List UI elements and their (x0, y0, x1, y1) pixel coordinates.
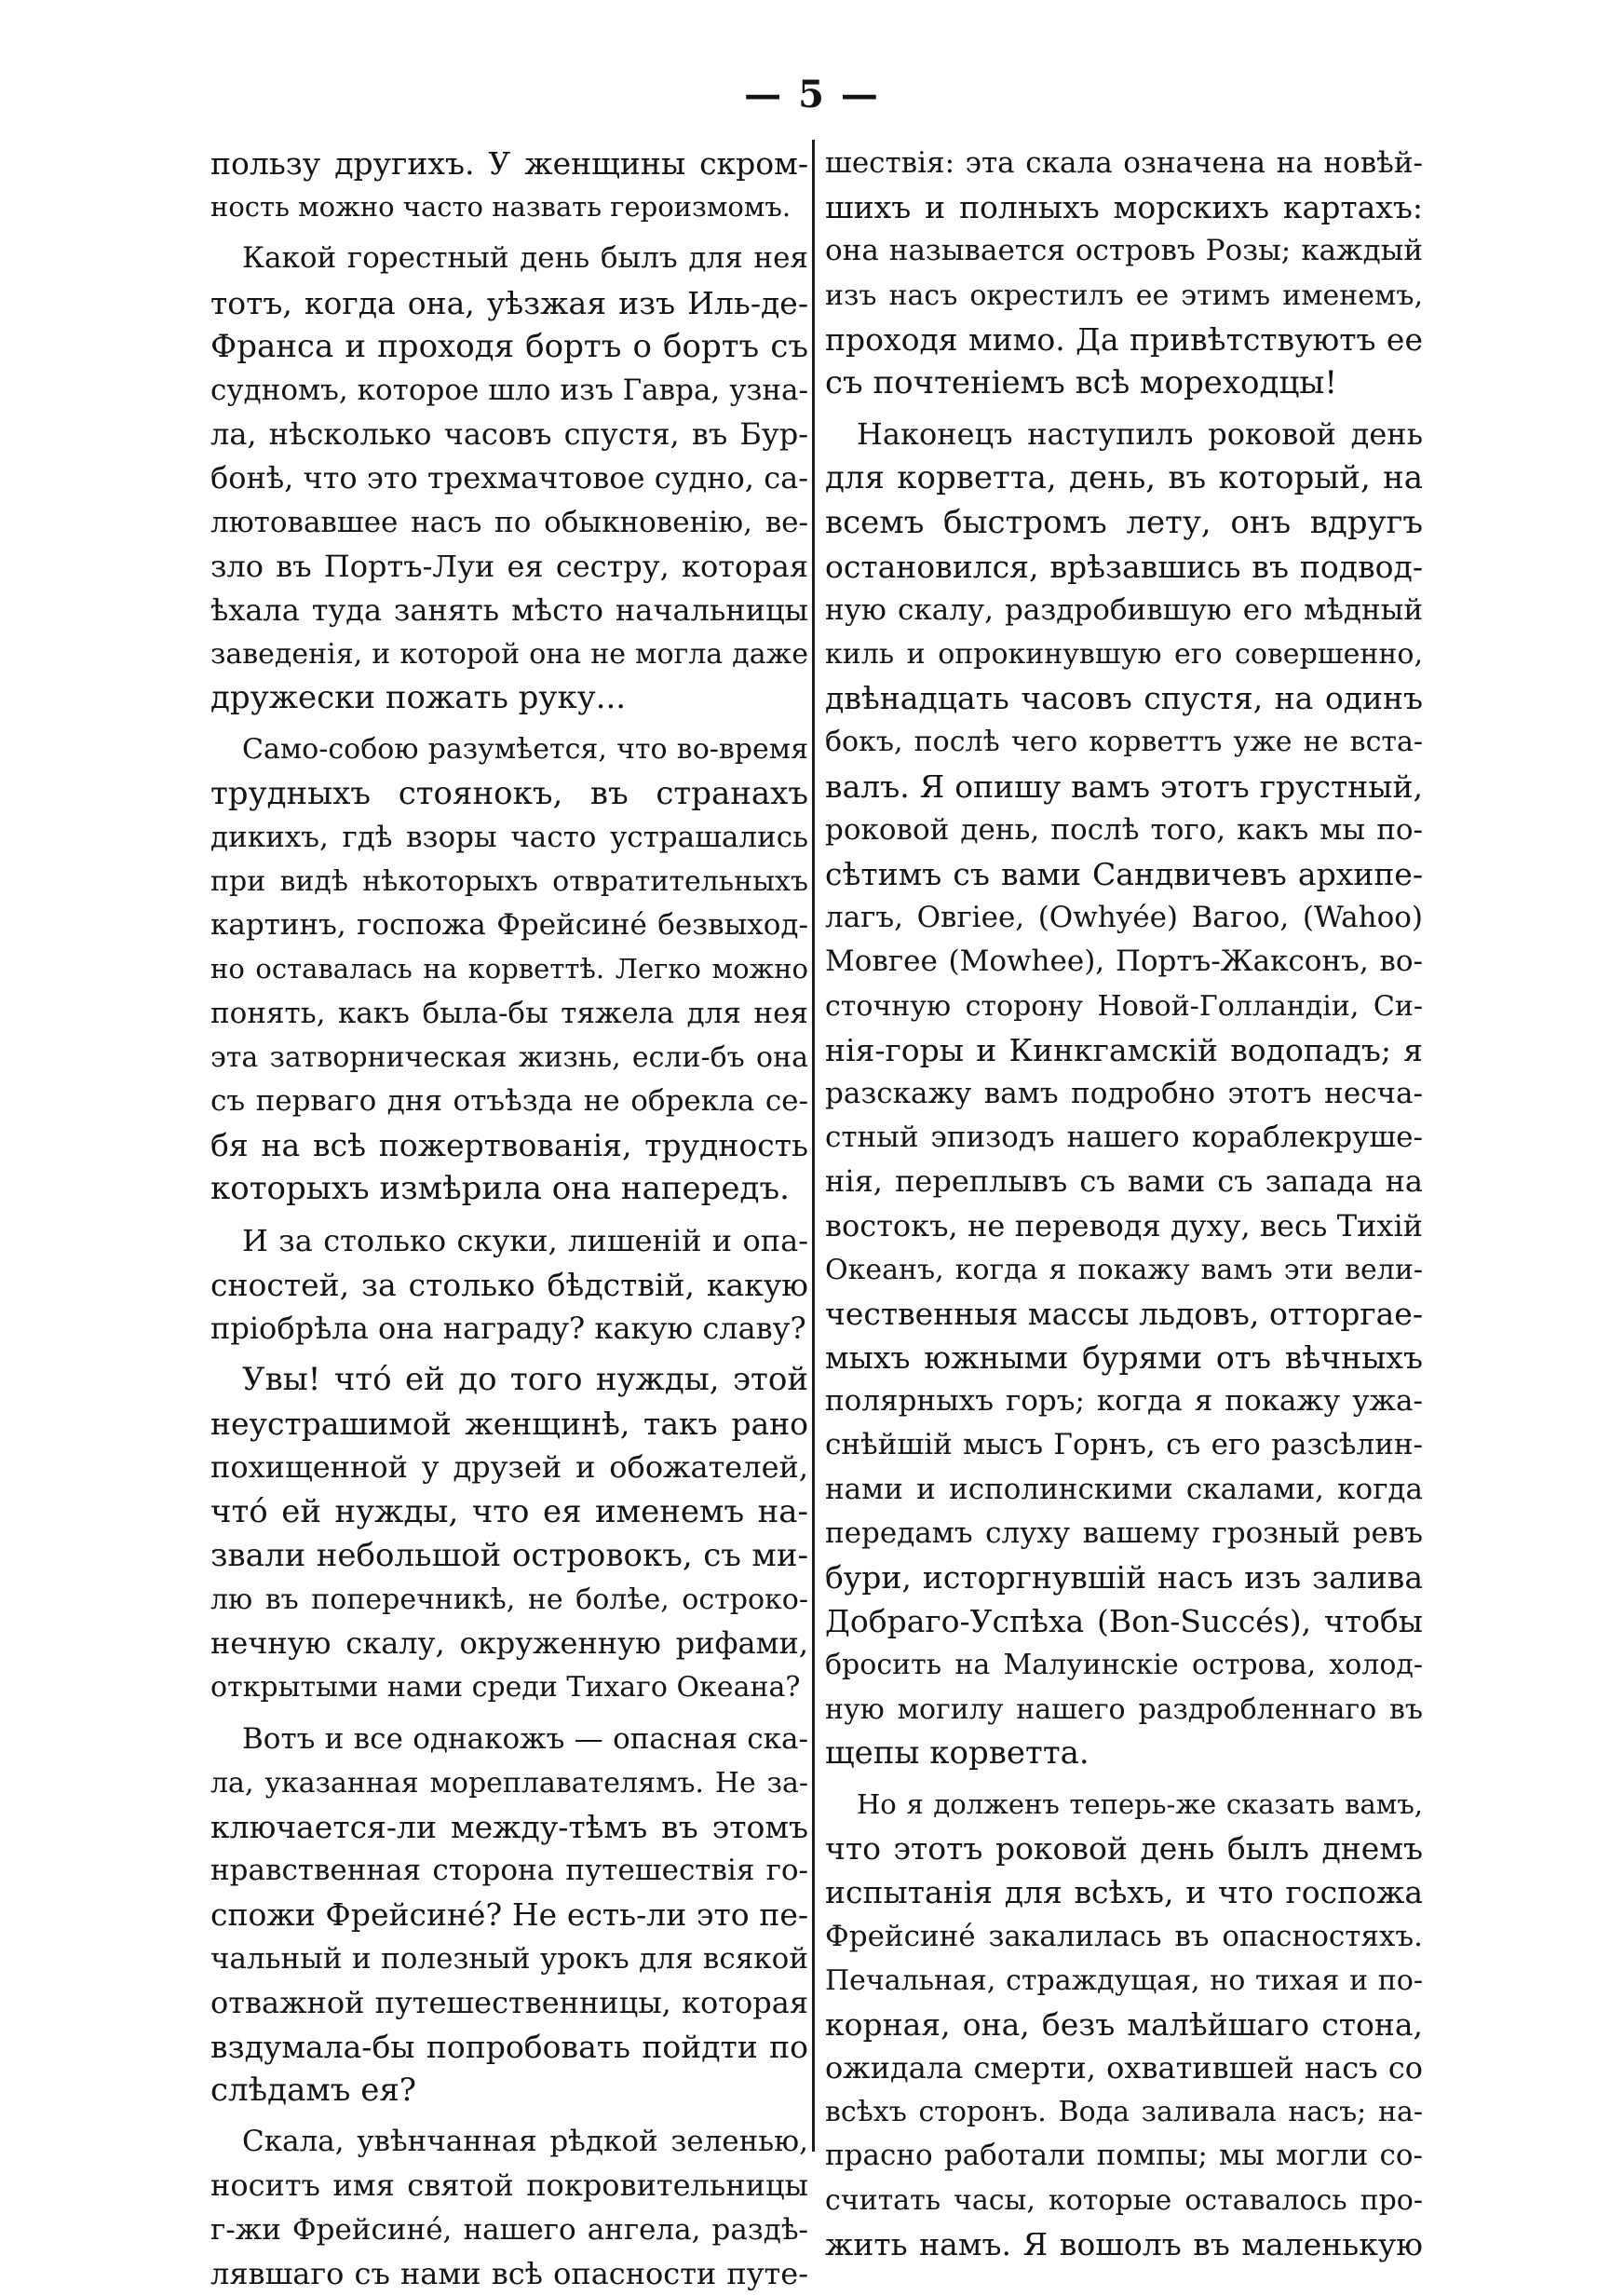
text-line: роковой день, послѣ того, какъ мы по- (825, 812, 1423, 847)
text-line: стный эпизодъ нашего кораблекруше- (825, 1121, 1423, 1155)
text-line: Какой горестный день былъ для нея (242, 241, 808, 276)
text-line: Фрейсинé закалилась въ опасностяхъ. (825, 1919, 1423, 1953)
text-line: корная, она, безъ малѣйшаго стона, (825, 2005, 1423, 2043)
page-number: — 5 — (744, 73, 880, 116)
text-line: звали небольшой островокъ, съ ми- (210, 1536, 808, 1574)
text-line: бросить на Малуинскіе острова, холод- (825, 1649, 1423, 1682)
paragraph-gap (210, 720, 808, 727)
text-line: дикихъ, гдѣ взоры часто устрашались (210, 820, 808, 854)
text-line: Но я долженъ теперь-же сказать вамъ, (857, 1787, 1423, 1820)
paragraph-gap (210, 229, 808, 237)
text-line: киль и опрокинувшую его совершенно, (825, 638, 1423, 672)
text-line: всѣхъ сторонъ. Вода заливала насъ; на- (825, 2096, 1423, 2129)
text-line: передамъ слуху вашему грозный ревъ (825, 1515, 1423, 1550)
text-line: лю въ поперечникѣ, не болѣе, остроко- (210, 1583, 808, 1616)
text-line: бя на всѣ пожертвованія, трудность (210, 1127, 808, 1164)
text-line: открытыми нами среди Тихаго Океана? (210, 1671, 801, 1705)
text-line: носитъ имя святой покровительницы (210, 2167, 808, 2204)
text-line: двѣнадцать часовъ спустя, на одинъ (825, 680, 1423, 717)
text-line: изъ насъ окрестилъ ее этимъ именемъ, (825, 279, 1423, 312)
text-line: бокъ, послѣ чего корветтъ уже не вста- (825, 726, 1423, 759)
text-line: сточную сторону Новой-Голландіи, Си- (825, 989, 1423, 1023)
paragraph-gap (210, 2113, 808, 2120)
text-line: шихъ и полныхъ морскихъ картахъ: (825, 189, 1423, 226)
text-line: жить намъ. Я вошолъ въ маленькую (825, 2225, 1423, 2262)
text-line: Само-собою разумѣется, что во-время (242, 733, 808, 767)
text-line: сностей, за столько бѣдствій, какую (210, 1266, 808, 1303)
text-line: что этотъ роковой день былъ днемъ (825, 1830, 1423, 1868)
text-line: нечную скалу, окруженную рифами, (210, 1625, 808, 1662)
text-line: нами и исполинскими скалами, когда (825, 1472, 1423, 1506)
text-line: тотъ, когда она, уѣзжая изъ Иль-де- (210, 284, 808, 321)
text-line: вздумала-бы попробовать пойдти по (210, 2028, 808, 2065)
text-line: съ перваго дня отъѣзда не обрекла се- (210, 1083, 808, 1118)
text-line: съ почтеніемъ всѣ мореходцы! (825, 363, 1338, 401)
text-line: шествія: эта скала означена на новѣй- (825, 146, 1423, 180)
text-line: ную скалу, раздробившую его мѣдный (825, 592, 1423, 627)
text-line: Скала, увѣнчанная рѣдкой зеленью, (242, 2125, 808, 2159)
text-line: бури, исторгнувшій насъ изъ залива (825, 1559, 1423, 1596)
text-line: Мовгее (Mowhee), Портъ-Жаксонъ, во- (825, 944, 1423, 979)
text-line: нія, переплывъ съ вами съ запада на (825, 1163, 1423, 1200)
text-line: щепы корветта. (825, 1733, 1089, 1772)
text-line: ла, указанная мореплавателямъ. Не за- (210, 1766, 808, 1800)
text-line: понять, какъ была-бы тяжела для нея (210, 996, 808, 1030)
text-line: ность можно часто назвать героизмомъ. (210, 191, 792, 224)
paragraph-gap (825, 1775, 1423, 1783)
text-line: но оставалась на корветтѣ. Легко можно (210, 953, 808, 985)
text-line: прасно работали помпы; мы могли со- (825, 2139, 1423, 2173)
text-line: нравственная сторона путешествія го- (210, 1854, 808, 1888)
text-line: валъ. Я опишу вамъ этотъ грустный, (825, 768, 1423, 805)
text-line: трудныхъ стоянокъ, въ странахъ (210, 774, 808, 812)
text-line: чтó ей нужды, что ея именемъ на- (210, 1492, 808, 1530)
text-line: эта затворническая жизнь, если-бъ она (210, 1040, 808, 1074)
text-line: Увы! чтó ей до того нужды, этой (242, 1361, 808, 1399)
text-line: ную могилу нашего раздробленнаго въ (825, 1692, 1423, 1726)
text-line: ла, нѣсколько часовъ спустя, въ Бур- (210, 416, 808, 453)
text-line: Наконецъ наступилъ роковой день (857, 416, 1423, 453)
text-line: испытанія для всѣхъ, и что госпожа (825, 1874, 1423, 1911)
text-line: востокъ, не переводя духу, весь Тихій (825, 1207, 1423, 1243)
text-line: для корветта, день, въ который, на (825, 459, 1423, 497)
text-line: она называется островъ Розы; каждый (825, 234, 1423, 268)
text-line: считать часы, которые оставалось про- (825, 2183, 1423, 2217)
column-divider (812, 140, 815, 2152)
text-line: остановился, врѣзавшись въ подвод- (825, 548, 1423, 585)
text-line: при видѣ нѣкоторыхъ отвратительныхъ (210, 865, 808, 898)
text-line: дружески пожать руку... (210, 679, 627, 717)
text-line: пользу другихъ. У женщины скром- (210, 145, 808, 182)
text-line: снѣйшій мысъ Горнъ, съ его разсѣлин- (825, 1428, 1423, 1462)
text-line: лагъ, Овгiее, (Owhyée) Вагоо, (Wahoo) (825, 901, 1423, 935)
text-line: Печальная, страждущая, но тихая и по- (825, 1963, 1423, 1997)
paragraph-gap (210, 1710, 808, 1718)
text-line: ѣхала туда занять мѣсто начальницы (210, 591, 808, 628)
text-line: сѣтимъ съ вами Сандвичевъ архипе- (825, 856, 1423, 892)
text-line: заведенія, и которой она не могла даже (210, 638, 808, 672)
text-line: нія-горы и Кинкгамскій водопадъ; я (825, 1031, 1423, 1068)
text-line: ключается-ли между-тѣмъ въ этомъ (210, 1808, 808, 1845)
left-column (210, 142, 808, 2296)
text-line: бонѣ, что это трехмачтовое судно, са- (210, 460, 808, 496)
text-line: слѣдамъ ея? (210, 2072, 417, 2110)
text-line: г-жи Фрейсинé, нашего ангела, раздѣ- (210, 2212, 808, 2247)
text-line: Франса и проходя бортъ о бортъ съ (210, 327, 808, 365)
text-line: ожидала смерти, охватившей насъ со (825, 2050, 1423, 2086)
text-line: чественныя массы льдовъ, отторгае- (825, 1295, 1423, 1332)
text-line: полярныхъ горъ; когда я покажу ужа- (825, 1384, 1423, 1419)
text-line: лявшаго съ нами всѣ опасности путе- (210, 2255, 808, 2291)
paragraph-gap (210, 1351, 808, 1358)
text-line: похищенной у друзей и обожателей, (210, 1449, 808, 1486)
text-line: проходя мимо. Да привѣтствуютъ ее (825, 320, 1423, 358)
paragraph-gap (825, 405, 1423, 413)
text-line: Вотъ и все однакожъ — опасная ска- (242, 1721, 808, 1756)
text-line: картинъ, госпожа Фрейсинé безвыход- (210, 908, 808, 943)
text-line: пріобрѣла она награду? какую славу? (210, 1310, 806, 1346)
text-line: зло въ Портъ-Луи ея сестру, которая (210, 548, 808, 584)
text-line: лютовавшее насъ по обыкновенію, ве- (210, 505, 808, 539)
right-column (825, 142, 1423, 2266)
text-line: И за столько скуки, лишеній и опа- (242, 1222, 808, 1258)
text-line: отважной путешественницы, которая (210, 1984, 808, 2020)
text-line: спожи Фрейсинé? Не есть-ли это пе- (210, 1896, 808, 1934)
text-line: чальный и полезный урокъ для всякой (210, 1941, 808, 1976)
paragraph-gap (210, 1212, 808, 1219)
text-line: мыхъ южными бурями отъ вѣчныхъ (825, 1339, 1423, 1377)
text-line: неустрашимой женщинѣ, такъ рано (210, 1406, 808, 1443)
text-line: которыхъ измѣрила она напередъ. (210, 1170, 790, 1208)
text-line: разскажу вамъ подробно этотъ несча- (825, 1076, 1423, 1110)
text-line: Океанъ, когда я покажу вамъ эти вели- (825, 1253, 1423, 1286)
text-line: Добраго-Успѣха (Bon-Succés), чтобы (825, 1603, 1423, 1640)
text-line: всемъ быстромъ лету, онъ вдругъ (825, 503, 1423, 541)
text-line: судномъ, которое шло изъ Гавра, узна- (210, 373, 808, 407)
